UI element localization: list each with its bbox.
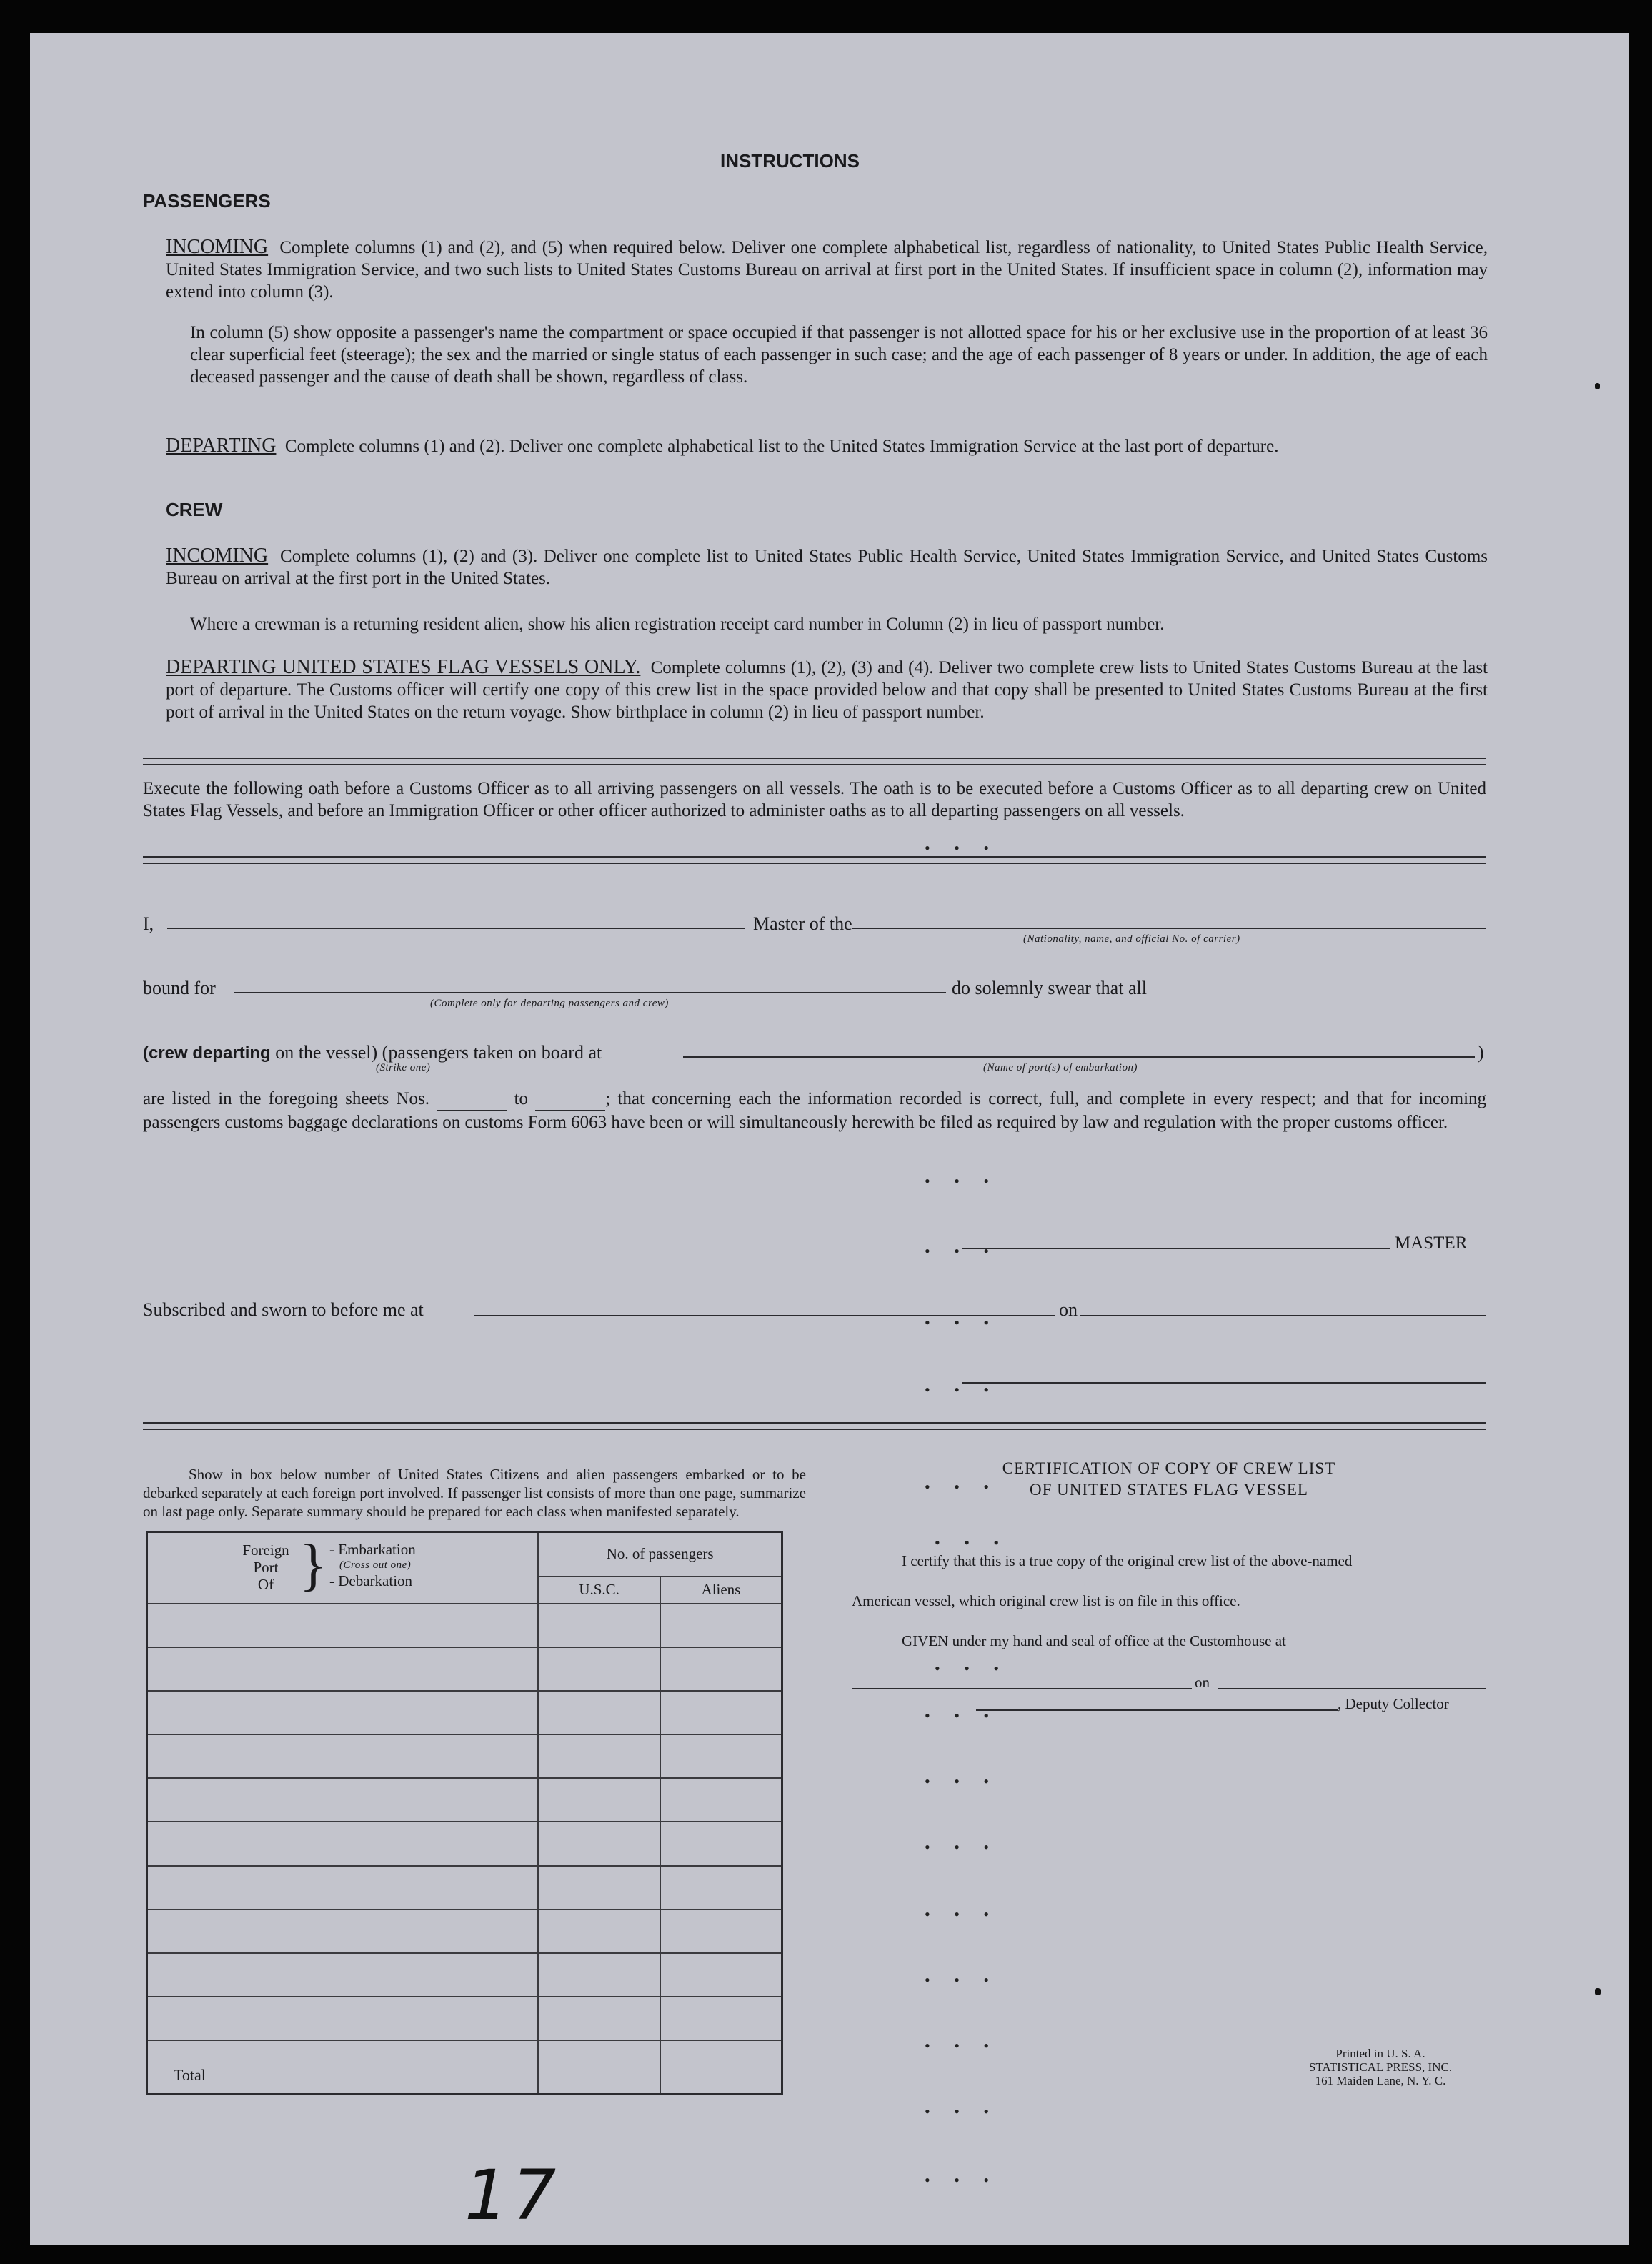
sheet-to-field[interactable] bbox=[535, 1088, 605, 1111]
port-cell[interactable] bbox=[147, 1910, 539, 1953]
usc-cell[interactable] bbox=[538, 1778, 660, 1822]
port-cell[interactable] bbox=[147, 1604, 539, 1647]
section-divider-2 bbox=[143, 856, 1486, 864]
on-the-vessel-text: on the vessel) bbox=[275, 1042, 378, 1063]
printer-line1: Printed in U. S. A. bbox=[1335, 2047, 1425, 2060]
usc-cell[interactable] bbox=[538, 1866, 660, 1910]
section-divider-3 bbox=[143, 1422, 1486, 1430]
punch-dots: • • • bbox=[935, 1659, 1010, 1677]
port-cell[interactable] bbox=[147, 1866, 539, 1910]
usc-cell[interactable] bbox=[538, 1910, 660, 1953]
port-cell[interactable] bbox=[147, 1691, 539, 1734]
deputy-collector-label: , Deputy Collector bbox=[1338, 1695, 1449, 1712]
passengers-incoming-paragraph bbox=[166, 236, 1488, 303]
cross-out-caption: (Cross out one) bbox=[339, 1559, 412, 1571]
passengers-departing-paragraph bbox=[166, 435, 1488, 457]
passengers-departing-label: DEPARTING bbox=[166, 435, 277, 457]
punch-dots: • • • bbox=[925, 1381, 1000, 1399]
passengers-taken-option[interactable]: (passengers taken on board at bbox=[382, 1042, 602, 1063]
port-cell[interactable] bbox=[147, 1997, 539, 2040]
usc-cell[interactable] bbox=[538, 1604, 660, 1647]
usc-header: U.S.C. bbox=[538, 1577, 660, 1604]
certification-title-line2: OF UNITED STATES FLAG VESSEL bbox=[1030, 1481, 1308, 1499]
aliens-cell[interactable] bbox=[660, 1778, 782, 1822]
crew-heading: CREW bbox=[166, 499, 223, 520]
sheets-label: are listed in the foregoing sheets Nos. bbox=[143, 1089, 430, 1108]
passengers-heading: PASSENGERS bbox=[143, 190, 271, 212]
usc-cell[interactable] bbox=[538, 1822, 660, 1865]
crew-passengers-line bbox=[143, 1042, 602, 1063]
given-text: GIVEN under my hand and seal of office at the Customhouse at bbox=[902, 1632, 1286, 1649]
port-cell[interactable] bbox=[147, 1953, 539, 1997]
master-signature-field[interactable] bbox=[962, 1248, 1390, 1249]
aliens-total-cell[interactable] bbox=[660, 2040, 782, 2094]
section-divider-1 bbox=[143, 758, 1486, 765]
crew-incoming-paragraph bbox=[166, 545, 1488, 590]
customhouse-field[interactable] bbox=[852, 1688, 1192, 1689]
port-cell[interactable] bbox=[147, 1647, 539, 1691]
oath-intro: Execute the following oath before a Customs Officer as to all arriving passengers on all vessels. The oath is to be executed before a Customs Officer as to all departing crew on United States Flag Vessels, and before an Immigration Officer or other officer authorized to administer oaths as to all departing passengers on all vessels. bbox=[143, 779, 1486, 820]
sheet-from-field[interactable] bbox=[437, 1088, 507, 1111]
port-header-cell bbox=[147, 1532, 539, 1604]
usc-total-cell[interactable] bbox=[538, 2040, 660, 2094]
printer-line3: 161 Maiden Lane, N. Y. C. bbox=[1315, 2074, 1446, 2087]
subscribed-label: Subscribed and sworn to before me at bbox=[143, 1299, 424, 1320]
punch-dots: • • • bbox=[925, 839, 1000, 857]
punch-dots: • • • bbox=[935, 1534, 1010, 1551]
bound-for-label: bound for bbox=[143, 978, 216, 998]
punch-dots: • • • bbox=[925, 2171, 1000, 2189]
certification-on-label: on bbox=[1195, 1674, 1210, 1691]
aliens-cell[interactable] bbox=[660, 1822, 782, 1865]
aliens-cell[interactable] bbox=[660, 1691, 782, 1734]
close-paren: ) bbox=[1478, 1042, 1484, 1063]
aliens-header: Aliens bbox=[660, 1577, 782, 1604]
brace-icon: } bbox=[299, 1534, 327, 1597]
total-label: Total bbox=[147, 2040, 539, 2094]
embarkation-ports-field[interactable] bbox=[683, 1056, 1475, 1058]
carrier-field[interactable] bbox=[852, 928, 1486, 929]
usc-cell[interactable] bbox=[538, 1734, 660, 1778]
printer-line2: STATISTICAL PRESS, INC. bbox=[1308, 2060, 1453, 2074]
punch-dots: • • • bbox=[925, 2037, 1000, 2055]
usc-cell[interactable] bbox=[538, 1997, 660, 2040]
aliens-cell[interactable] bbox=[660, 1997, 782, 2040]
sheets-to-label: to bbox=[514, 1089, 529, 1108]
master-name-field[interactable] bbox=[167, 928, 745, 929]
usc-cell[interactable] bbox=[538, 1691, 660, 1734]
strike-one-caption: (Strike one) bbox=[376, 1062, 431, 1073]
bound-for-caption: (Complete only for departing passengers and crew) bbox=[430, 998, 669, 1009]
aliens-cell[interactable] bbox=[660, 1910, 782, 1953]
handwritten-page-number: 17 bbox=[464, 2155, 561, 2235]
certification-date-field[interactable] bbox=[1218, 1688, 1486, 1689]
punch-dots: • • • bbox=[925, 1838, 1000, 1856]
certify-text: I certify that this is a true copy of the original crew list of the above-named bbox=[902, 1552, 1353, 1569]
punch-dots: • • • bbox=[925, 1707, 1000, 1724]
crew-departing-paragraph bbox=[166, 656, 1488, 723]
passenger-summary-table bbox=[146, 1531, 783, 2095]
port-cell[interactable] bbox=[147, 1778, 539, 1822]
sworn-on-label: on bbox=[1059, 1299, 1078, 1320]
punch-dots: • • • bbox=[925, 1772, 1000, 1790]
officer-signature-field[interactable] bbox=[962, 1382, 1486, 1384]
aliens-cell[interactable] bbox=[660, 1953, 782, 1997]
foreign-label: Foreign bbox=[242, 1541, 289, 1559]
no-of-passengers-header: No. of passengers bbox=[538, 1532, 782, 1577]
punch-dots: • • • bbox=[925, 1905, 1000, 1923]
sworn-date-field[interactable] bbox=[1080, 1315, 1486, 1316]
of-label: Of bbox=[257, 1576, 274, 1593]
aliens-cell[interactable] bbox=[660, 1866, 782, 1910]
column5-paragraph: In column (5) show opposite a passenger's name the compartment or space occupied if that passenger is not allotted space for his or her exclusive use in the proportion of at least 36 clear superficial feet (steerage); the sex and the married or single status of each passenger in such case; and the age of each passenger of 8 years or under. In addition, the age of each deceased passenger and the cause of death shall be shown, regardless of class. bbox=[190, 323, 1488, 387]
bound-for-field[interactable] bbox=[234, 992, 946, 993]
crewman-paragraph: Where a crewman is a returning resident alien, show his alien registration receipt card number in Column (2) in lieu of passport number. bbox=[190, 615, 1165, 634]
passengers-incoming-label: INCOMING bbox=[166, 236, 269, 258]
aliens-cell[interactable] bbox=[660, 1734, 782, 1778]
usc-cell[interactable] bbox=[538, 1647, 660, 1691]
port-label: Port bbox=[253, 1559, 279, 1576]
debarkation-label[interactable]: - Debarkation bbox=[329, 1572, 413, 1589]
passengers-incoming-text: Complete columns (1) and (2), and (5) when required below. Deliver one complete alphabetical list, regardless of nationality, to United States Public Health Service, United States Immigration Service, and two such lists to United States Customs Bureau on arrival at first port in the United States. If insufficient space in column (2), information may extend into column (3). bbox=[166, 238, 1488, 302]
aliens-cell[interactable] bbox=[660, 1647, 782, 1691]
printer-imprint bbox=[1273, 2047, 1488, 2087]
swear-text: do solemnly swear that all bbox=[952, 978, 1147, 998]
port-cell[interactable] bbox=[147, 1734, 539, 1778]
oath-body bbox=[143, 1088, 1486, 1133]
crew-departing-label: DEPARTING UNITED STATES FLAG VESSELS ONLY. bbox=[166, 656, 641, 678]
carrier-caption: (Nationality, name, and official No. of carrier) bbox=[1023, 933, 1240, 945]
crew-incoming-text: Complete columns (1), (2) and (3). Deliver one complete list to United States Public Health Service, United States Immigration Service, and United States Customs Bureau on arrival at the first port in the United States. bbox=[166, 547, 1488, 588]
scan-speck bbox=[1595, 1988, 1601, 1995]
master-of-the-label: Master of the bbox=[753, 913, 852, 934]
instructions-title: INSTRUCTIONS bbox=[720, 150, 860, 172]
oath-i-label: I, bbox=[143, 913, 154, 934]
punch-dots: • • • bbox=[925, 2102, 1000, 2120]
form-page bbox=[30, 33, 1629, 2245]
american-vessel-text: American vessel, which original crew list is on file in this office. bbox=[852, 1592, 1240, 1609]
ports-caption: (Name of port(s) of embarkation) bbox=[983, 1062, 1138, 1073]
punch-dots: • • • bbox=[925, 1242, 1000, 1260]
punch-dots: • • • bbox=[925, 1478, 1000, 1496]
master-label: MASTER bbox=[1395, 1233, 1468, 1253]
crew-incoming-label: INCOMING bbox=[166, 545, 269, 567]
punch-dots: • • • bbox=[925, 1314, 1000, 1331]
crew-departing-option[interactable]: (crew departing bbox=[143, 1043, 271, 1063]
scan-speck bbox=[1595, 383, 1600, 389]
usc-cell[interactable] bbox=[538, 1953, 660, 1997]
deputy-signature-field[interactable] bbox=[976, 1709, 1338, 1711]
crew-departing-text: Complete columns (1), (2), (3) and (4). Deliver two complete crew lists to United States Customs Bureau at the last port of departure. The Customs officer will certify one copy of this crew list in the space provided below and that copy shall be presented to United States Customs Bureau at the first port of arrival in the United States on the return voyage. Show birthplace in column (2) in lieu of passport number. bbox=[166, 658, 1488, 722]
passengers-departing-text: Complete columns (1) and (2). Deliver one complete alphabetical list to the United States Immigration Service at the last port of departure. bbox=[284, 437, 1279, 456]
summary-instructions: Show in box below number of United States Citizens and alien passengers embarked or to be debarked separately at each foreign port involved. If passenger list consists of more than one page, summarize on last page only. Separate summary should be prepared for each class when manifested separately. bbox=[143, 1466, 806, 1520]
certification-title-line1: CERTIFICATION OF COPY OF CREW LIST bbox=[1002, 1459, 1336, 1477]
embarkation-label[interactable]: - Embarkation bbox=[329, 1541, 416, 1558]
punch-dots: • • • bbox=[925, 1172, 1000, 1190]
punch-dots: • • • bbox=[925, 1971, 1000, 1989]
port-cell[interactable] bbox=[147, 1822, 539, 1865]
oath-statement: ; that concerning each the information recorded is correct, full, and complete in every respect; and that for incoming passengers customs baggage declarations on customs Form 6063 have been or will simultaneously herewith be filed as required by law and regulation with the proper customs officer. bbox=[143, 1089, 1487, 1132]
aliens-cell[interactable] bbox=[660, 1604, 782, 1647]
